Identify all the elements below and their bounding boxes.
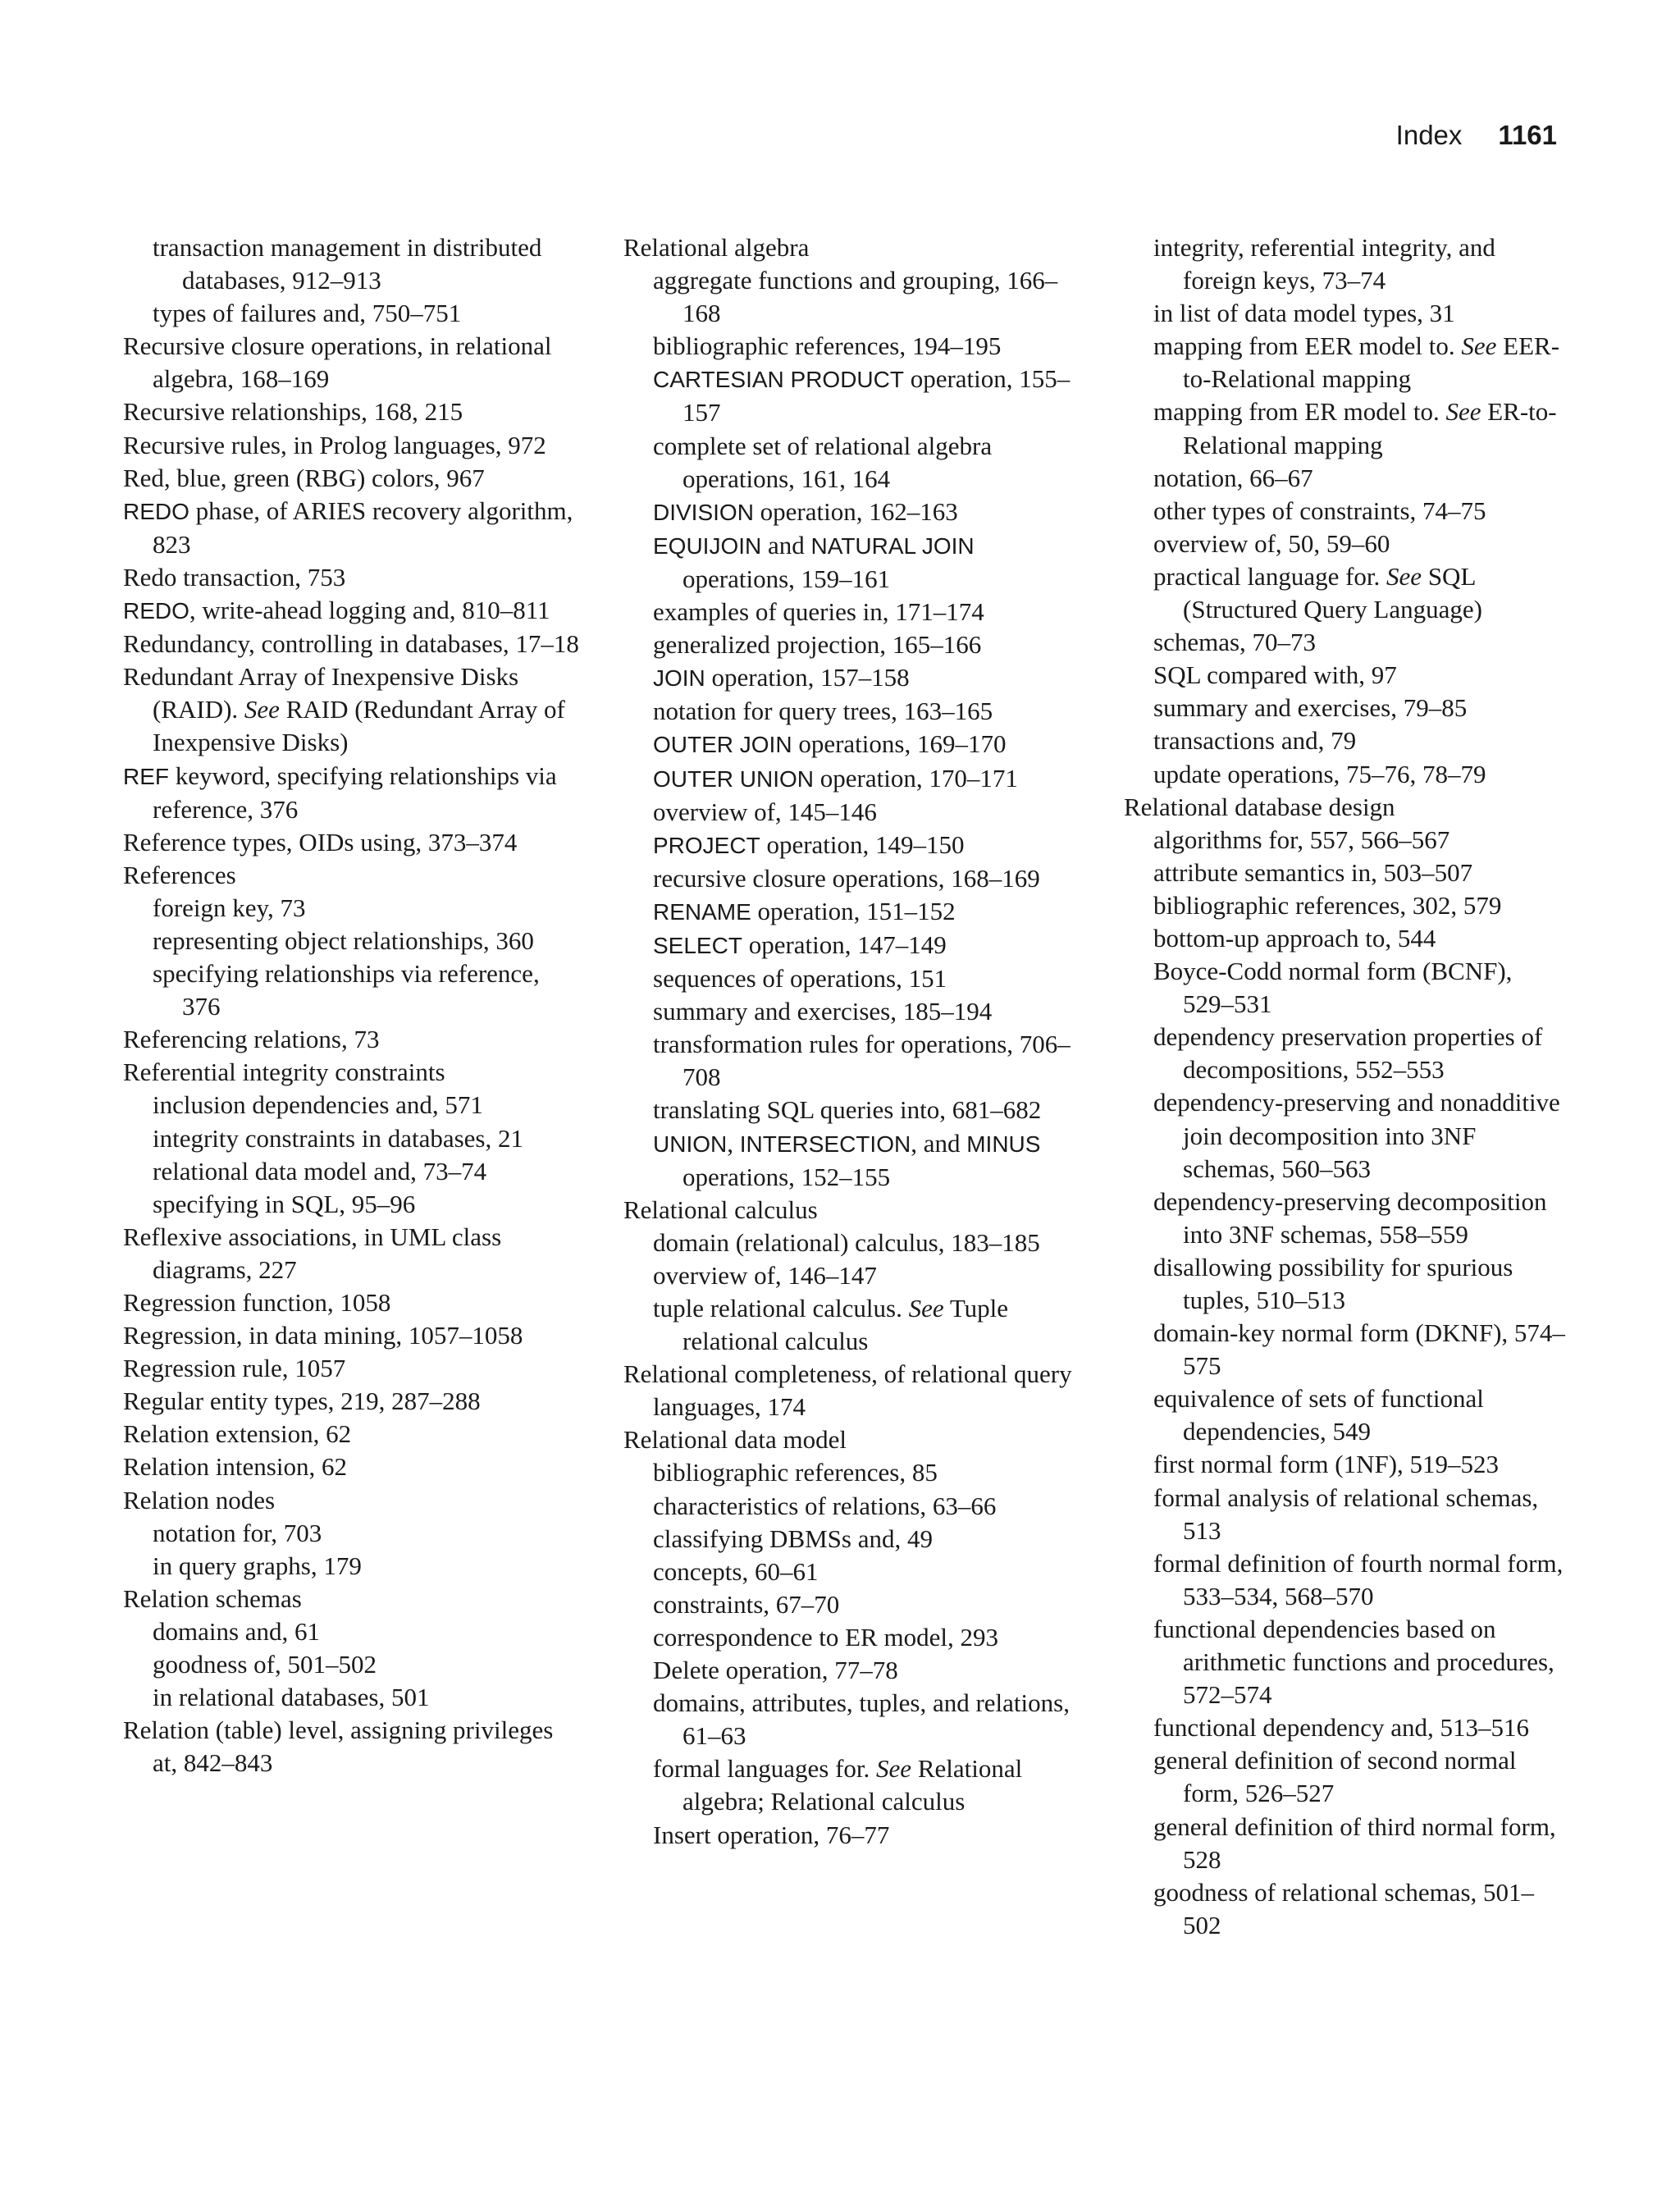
index-text-run: Relation intension, 62 [123,1452,347,1482]
index-text-run: in query graphs, 179 [153,1551,362,1580]
index-subentry [623,363,1083,429]
index-text-run: in list of data model types, 31 [1153,299,1455,328]
index-subentry [1124,857,1567,889]
index-entry [123,1286,582,1319]
index-entry [623,231,1083,264]
index-entry [123,1352,582,1385]
index-text-run: bibliographic references, 85 [653,1458,938,1487]
index-subentry [1124,1317,1567,1382]
index-subentry [123,1188,582,1221]
index-subentry [623,1094,1083,1126]
index-subentry [123,1550,582,1583]
index-subentry [1124,758,1567,791]
index-subentry [623,1621,1083,1654]
index-text-run: Redo transaction, 753 [123,562,346,592]
index-subentry [623,661,1083,695]
index-text-run: overview of, 145–146 [653,797,877,826]
index-text-run: EER-to-Relational mapping [1183,331,1560,394]
index-entry [123,330,582,395]
index-subentry [1124,824,1567,857]
index-text-run: Tuple relational calculus [682,1294,1009,1356]
index-subentry [1124,1876,1567,1942]
index-text-run: See [1386,561,1422,591]
index-subentry [123,231,582,297]
index-text-run: operation, 157–158 [705,663,910,692]
index-text-run: SQL (Structured Query Language) [1183,561,1482,624]
index-text-run: mapping from EER model to. [1153,331,1462,361]
index-subentry [623,496,1083,529]
index-text-run: Relational algebra [623,233,810,262]
index-text-run: Reference types, OIDs using, 373–374 [123,827,518,857]
index-entry [123,561,582,594]
index-text-run: correspondence to ER model, 293 [653,1622,998,1652]
index-text-run: operations, 152–155 [682,1162,891,1191]
index-text-run: notation for query trees, 163–165 [653,697,993,726]
index-text-run: schemas, 70–73 [1153,628,1317,657]
index-text-run: equivalence of sets of functional dependencies, 549 [1153,1384,1484,1446]
index-entry [123,429,582,462]
index-subentry [623,895,1083,929]
index-text-run: operation, 151–152 [751,896,956,925]
index-text-run: summary and exercises, 185–194 [653,997,993,1026]
index-subentry [1124,1448,1567,1481]
index-text-run: relational data model and, 73–74 [153,1156,487,1186]
index-text-run: SQL compared with, 97 [1153,660,1397,690]
index-text-run: Referencing relations, 73 [123,1025,380,1054]
index-text-run: transaction management in distributed databases, 912–913 [153,233,542,295]
index-subentry [123,1681,582,1714]
index-subentry [1124,1021,1567,1086]
index-text-run: PROJECT [653,832,760,858]
index-text-run: first normal form (1NF), 519–523 [1153,1450,1500,1479]
index-entry [123,462,582,495]
index-text-run: SELECT [653,932,742,958]
index-text-run: Insert operation, 76–77 [653,1820,890,1849]
index-subentry [623,762,1083,796]
index-entry [123,1056,582,1089]
index-text-run: Delete operation, 77–78 [653,1656,898,1685]
index-column-3 [1124,231,1567,1942]
index-subentry [1124,1482,1567,1547]
index-subentry [1124,1613,1567,1711]
index-text-run: Regression function, 1058 [123,1288,391,1317]
index-entry [1124,791,1567,824]
index-text-run: overview of, 146–147 [653,1260,877,1290]
index-text-run: domain (relational) calculus, 183–185 [653,1227,1040,1257]
index-subentry [623,995,1083,1028]
index-text-run: See [908,1294,944,1323]
index-subentry [123,1517,582,1550]
index-text-run: examples of queries in, 171–174 [653,597,984,627]
index-text-run: and [761,530,811,560]
index-text-run: EQUIJOIN [653,532,762,559]
index-subentry [623,1490,1083,1523]
index-text-run: notation, 66–67 [1153,463,1313,492]
index-text-run: foreign key, 73 [153,893,306,922]
index-text-run: REF [123,763,169,789]
index-text-run: integrity constraints in databases, 21 [153,1123,523,1153]
index-entry [123,1023,582,1056]
index-entry [123,760,582,826]
index-subentry [623,829,1083,862]
index-subentry [1124,528,1567,560]
index-entry [123,1319,582,1352]
index-subentry [623,264,1083,330]
index-text-run: generalized projection, 165–166 [653,630,982,660]
index-text-run: , write-ahead logging and, 810–811 [189,596,550,625]
index-entry [123,660,582,759]
index-subentry [623,330,1083,363]
index-subentry [623,1227,1083,1259]
index-text-run: dependency-preserving and nonadditive join decomposition into 3NF schemas, 560–563 [1153,1088,1560,1183]
index-entry [623,1423,1083,1456]
index-text-run: References [123,860,236,889]
index-subentry [123,957,582,1023]
index-text-run: REDO [123,498,189,524]
index-text-run: complete set of relational algebra operations, 161, 164 [653,431,993,493]
index-text-run: transactions and, 79 [1153,726,1357,756]
index-text-run: translating SQL queries into, 681–682 [653,1095,1042,1125]
index-subentry [623,962,1083,995]
index-text-run: operations, 169–170 [792,729,1007,759]
index-text-run: See [1461,331,1497,361]
index-entry [123,1450,582,1483]
index-text-run: summary and exercises, 79–85 [1153,693,1468,723]
index-text-run: Recursive closure operations, in relational algebra, 168–169 [123,331,552,394]
index-subentry [1124,1382,1567,1448]
index-text-run: functional dependency and, 513–516 [1153,1713,1529,1743]
index-subentry [123,1089,582,1122]
index-text-run: Relation schemas [123,1583,302,1613]
index-text-run: OUTER UNION [653,765,814,792]
index-subentry [623,1556,1083,1588]
index-text-run: disallowing possibility for spurious tuples, 510–513 [1153,1252,1513,1314]
index-text-run: operation, 155–157 [682,364,1071,427]
index-text-run: representing object relationships, 360 [153,925,534,955]
index-text-run: classifying DBMSs and, 49 [653,1524,933,1553]
index-subentry [623,1819,1083,1852]
index-text-run: update operations, 75–76, 78–79 [1153,759,1486,788]
index-entry [123,495,582,561]
index-subentry [623,862,1083,895]
index-subentry [123,892,582,925]
index-text-run: Red, blue, green (RBG) colors, 967 [123,463,485,492]
index-text-run: general definition of second normal form, 526–527 [1153,1746,1517,1808]
index-text-run: Relation nodes [123,1485,276,1514]
index-subentry [1124,1811,1567,1876]
index-text-run: mapping from ER model to. [1153,397,1446,427]
index-text-run: phase, of ARIES recovery algorithm, 823 [153,496,573,559]
index-text-run: formal definition of fourth normal form, 533–534, 568–570 [1153,1548,1564,1610]
index-subentry [1124,1086,1567,1185]
index-subentry [123,1648,582,1681]
index-text-run: CARTESIAN PRODUCT [653,367,904,393]
index-subentry [623,695,1083,728]
index-text-run: domains, attributes, tuples, and relations, 61–63 [653,1688,1070,1751]
index-text-run: bottom-up approach to, 544 [1153,923,1436,953]
index-subentry [623,796,1083,829]
index-entry [123,1221,582,1286]
index-text-run: operation, 149–150 [760,829,965,859]
index-text-run: attribute semantics in, 503–507 [1153,857,1473,887]
index-text-run: , [727,1128,740,1158]
index-subentry [623,1654,1083,1687]
index-text-run: Relational database design [1124,792,1395,821]
index-subentry [623,596,1083,628]
index-entry [123,395,582,428]
index-column-2 [623,231,1083,1852]
index-subentry [1124,1251,1567,1317]
index-text-run: sequences of operations, 151 [653,964,947,994]
index-subentry [123,925,582,957]
index-text-run: transformation rules for operations, 706–708 [653,1030,1071,1092]
index-subentry [123,1615,582,1648]
index-text-run: See [876,1754,912,1784]
index-subentry [1124,495,1567,528]
index-subentry [1124,889,1567,922]
index-subentry [623,430,1083,496]
index-subentry [623,1028,1083,1094]
index-text-run: INTERSECTION [739,1131,911,1157]
index-text-run: specifying in SQL, 95–96 [153,1189,416,1218]
index-subentry [623,1456,1083,1489]
index-subentry [123,1155,582,1188]
index-subentry [623,1687,1083,1752]
index-text-run: Regression, in data mining, 1057–1058 [123,1321,523,1350]
index-text-run: Recursive rules, in Prolog languages, 972 [123,430,546,459]
index-entry [123,1418,582,1450]
index-subentry [623,929,1083,962]
index-entry [123,1484,582,1517]
index-entry [123,1385,582,1418]
index-subentry [123,1122,582,1155]
index-text-run: UNION [653,1131,728,1157]
index-text-run: Referential integrity constraints [123,1058,445,1087]
index-subentry [623,1127,1083,1194]
index-text-run: characteristics of relations, 63–66 [653,1491,997,1520]
index-text-run: recursive closure operations, 168–169 [653,863,1040,893]
index-text-run: algorithms for, 557, 566–567 [1153,825,1450,854]
index-subentry [1124,297,1567,330]
index-text-run: aggregate functions and grouping, 166–168 [653,266,1058,328]
index-text-run: Redundant Array of Inexpensive Disks (RAID). [123,662,519,724]
index-text-run: Recursive relationships, 168, 215 [123,397,463,427]
index-subentry [1124,1744,1567,1810]
index-entry [623,1358,1083,1423]
index-column-1 [123,231,582,1779]
page-number: 1161 [1498,120,1557,150]
index-text-run: DIVISION [653,499,754,525]
index-text-run: operation, 170–171 [814,763,1018,793]
index-text-run: bibliographic references, 302, 579 [1153,890,1502,920]
index-text-run: Regular entity types, 219, 287–288 [123,1387,481,1416]
index-text-run: formal analysis of relational schemas, 513 [1153,1482,1539,1545]
index-subentry [1124,395,1567,461]
index-text-run: Relational calculus [623,1195,818,1224]
index-text-run: operation, 147–149 [742,930,947,959]
index-text-run: integrity, referential integrity, and foreign keys, 73–74 [1153,233,1495,295]
index-subentry [1124,560,1567,626]
index-text-run: Relation extension, 62 [123,1419,352,1449]
index-subentry [1124,626,1567,659]
index-subentry [623,1259,1083,1292]
index-text-run: OUTER JOIN [653,732,792,758]
index-text-run: tuple relational calculus. [653,1294,909,1323]
index-subentry [1124,462,1567,495]
index-subentry [123,297,582,330]
index-text-run: operation, 162–163 [753,496,958,526]
index-text-run: See [244,695,280,724]
index-text-run: other types of constraints, 74–75 [1153,496,1486,525]
index-text-run: domain-key normal form (DKNF), 574–575 [1153,1318,1565,1381]
running-header-title: Index [1395,120,1463,150]
index-text-run: practical language for. [1153,561,1387,591]
index-entry [123,1583,582,1615]
index-subentry [1124,330,1567,395]
index-text-run: NATURAL JOIN [810,532,975,559]
index-text-run: goodness of relational schemas, 501–502 [1153,1877,1535,1939]
index-text-run: bibliographic references, 194–195 [653,331,1002,361]
index-subentry [1124,692,1567,724]
index-text-run: , and [911,1128,967,1158]
index-text-run: keyword, specifying relationships via reference, 376 [153,761,557,824]
index-text-run: Relation (table) level, assigning privileges at, 842–843 [123,1715,554,1778]
index-text-run: Redundancy, controlling in databases, 17–18 [123,629,579,659]
index-subentry [1124,724,1567,757]
running-header [1396,120,1557,151]
index-subentry [1124,659,1567,692]
index-text-run: specifying relationships via reference, 376 [153,959,540,1021]
index-subentry [623,1523,1083,1556]
index-entry [123,628,582,660]
index-text-run: notation for, 703 [153,1518,322,1547]
index-text-run: ER-to-Relational mapping [1183,397,1557,459]
index-subentry [623,628,1083,661]
index-entry [623,1194,1083,1227]
index-subentry [623,1292,1083,1358]
index-text-run: concepts, 60–61 [653,1556,819,1586]
index-subentry [1124,955,1567,1021]
index-text-run: overview of, 50, 59–60 [1153,528,1390,558]
index-text-run: goodness of, 501–502 [153,1650,377,1679]
index-subentry [623,1588,1083,1621]
index-text-run: REDO [123,598,189,624]
index-entry [123,859,582,892]
index-subentry [1124,1186,1567,1251]
index-text-run: Regression rule, 1057 [123,1354,346,1383]
index-subentry [1124,231,1567,297]
index-text-run: Relational algebra; Relational calculus [682,1754,1023,1816]
index-text-run: constraints, 67–70 [653,1589,840,1619]
index-text-run: JOIN [653,665,705,692]
index-text-run: operations, 159–161 [682,564,891,593]
index-subentry [623,1752,1083,1818]
index-text-run: domains and, 61 [153,1616,321,1646]
index-text-run: MINUS [966,1131,1041,1157]
index-text-run: types of failures and, 750–751 [153,299,462,328]
index-subentry [623,529,1083,596]
index-text-run: See [1445,397,1481,427]
index-text-run: RAID (Redundant Array of Inexpensive Disks) [153,695,565,757]
index-text-run: inclusion dependencies and, 571 [153,1090,483,1120]
index-text-run: Boyce-Codd normal form (BCNF), 529–531 [1153,957,1513,1019]
index-subentry [1124,1547,1567,1613]
index-text-run: in relational databases, 501 [153,1683,430,1712]
index-subentry [623,728,1083,761]
index-subentry [1124,1711,1567,1744]
index-subentry [1124,922,1567,955]
index-entry [123,594,582,628]
index-text-run: Relational data model [623,1425,847,1455]
index-text-run: dependency-preserving decomposition into 3NF schemas, 558–559 [1153,1186,1547,1249]
index-text-run: functional dependencies based on arithmetic functions and procedures, 572–574 [1153,1614,1554,1710]
index-text-run: Relational completeness, of relational query languages, 174 [623,1359,1072,1422]
index-entry [123,1714,582,1779]
index-text-run: RENAME [653,898,751,925]
index-text-run: dependency preservation properties of decompositions, 552–553 [1153,1022,1543,1085]
index-text-run: formal languages for. [653,1754,877,1784]
index-entry [123,826,582,859]
index-text-run: Reflexive associations, in UML class diagrams, 227 [123,1222,502,1284]
index-text-run: general definition of third normal form, 528 [1153,1811,1556,1874]
